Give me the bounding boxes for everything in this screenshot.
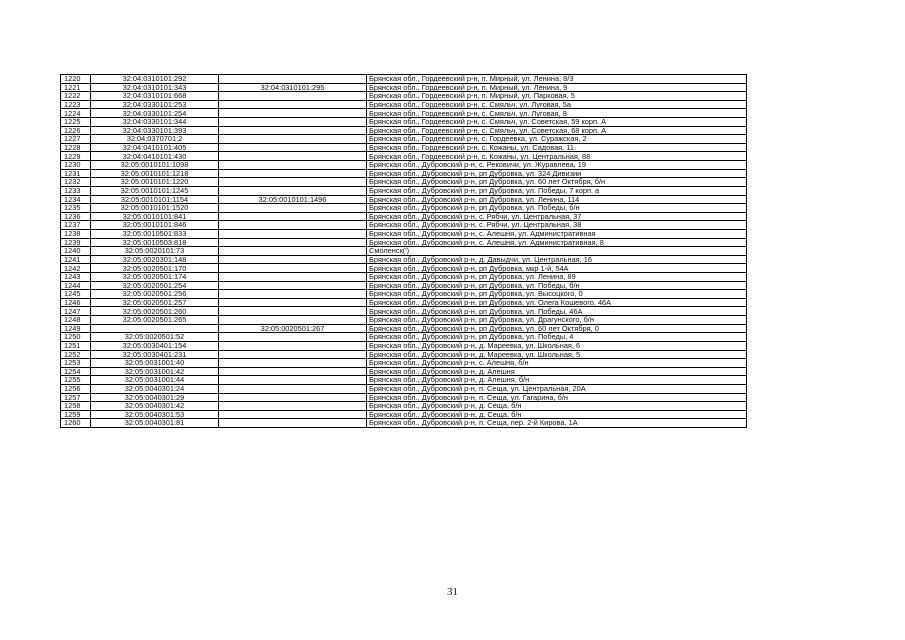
cadastral-number-cell: 32:05:0031001:40 xyxy=(91,359,219,368)
address-cell: Брянская обл., Гордеевский р-н, с. Гордеевка, ул. Суражская, 2 xyxy=(367,135,747,144)
address-cell: Брянская обл., Гордеевский р-н, с. Смяльч, ул. Советская, 68 корп. А xyxy=(367,126,747,135)
address-cell: Брянская обл., Гордеевский р-н, с. Смяльч, ул. Луговая, 8 xyxy=(367,109,747,118)
row-number-cell: 1256 xyxy=(61,384,91,393)
cadastral-number-cell: 32:05:0020501:170 xyxy=(91,264,219,273)
cadastral-number-cell: 32:05:0040301:29 xyxy=(91,393,219,402)
row-number-cell: 1237 xyxy=(61,221,91,230)
previous-cadastral-number-cell xyxy=(219,161,367,170)
cadastral-number-cell: 32:04:0410101:430 xyxy=(91,152,219,161)
table-row xyxy=(61,350,747,359)
row-number-cell: 1228 xyxy=(61,143,91,152)
table-row xyxy=(61,359,747,368)
table-row xyxy=(61,212,747,221)
row-number-cell: 1247 xyxy=(61,307,91,316)
previous-cadastral-number-cell xyxy=(219,109,367,118)
address-cell: Брянская обл., Дубровский р-н, д. Сеща, б/н xyxy=(367,410,747,419)
table-row xyxy=(61,92,747,101)
table-row xyxy=(61,161,747,170)
previous-cadastral-number-cell xyxy=(219,229,367,238)
address-cell: Брянская обл., Дубровский р-н, с. Алешня, ул. Административная xyxy=(367,229,747,238)
address-cell: Брянская обл., Дубровский р-н, рп Дубровка, ул. Победы, б/н xyxy=(367,204,747,213)
previous-cadastral-number-cell xyxy=(219,100,367,109)
table-row xyxy=(61,402,747,411)
table-row xyxy=(61,152,747,161)
table-row xyxy=(61,419,747,428)
row-number-cell: 1227 xyxy=(61,135,91,144)
previous-cadastral-number-cell xyxy=(219,410,367,419)
row-number-cell: 1246 xyxy=(61,298,91,307)
cadastral-number-cell: 32:05:0010101:1520 xyxy=(91,204,219,213)
previous-cadastral-number-cell xyxy=(219,247,367,256)
row-number-cell: 1248 xyxy=(61,316,91,325)
row-number-cell: 1245 xyxy=(61,290,91,299)
cadastral-number-cell: 32:04:0370701:2 xyxy=(91,135,219,144)
cadastral-number-cell: 32:05:0040301:53 xyxy=(91,410,219,419)
row-number-cell: 1222 xyxy=(61,92,91,101)
previous-cadastral-number-cell xyxy=(219,393,367,402)
row-number-cell: 1224 xyxy=(61,109,91,118)
address-cell: Брянская обл., Гордеевский р-н, с. Кожаны, ул. Садовая, 11 xyxy=(367,143,747,152)
row-number-cell: 1223 xyxy=(61,100,91,109)
row-number-cell: 1244 xyxy=(61,281,91,290)
cadastral-number-cell: 32:05:0010101:1220 xyxy=(91,178,219,187)
cadastral-number-cell: 32:05:0031001:42 xyxy=(91,367,219,376)
row-number-cell: 1258 xyxy=(61,402,91,411)
previous-cadastral-number-cell xyxy=(219,238,367,247)
table-row xyxy=(61,229,747,238)
previous-cadastral-number-cell xyxy=(219,143,367,152)
row-number-cell: 1236 xyxy=(61,212,91,221)
address-cell: Брянская обл., Дубровский р-н, рп Дубровка, ул. Победы, б/н xyxy=(367,281,747,290)
address-cell: Брянская обл., Дубровский р-н, д. Сеща, б/н xyxy=(367,402,747,411)
table-row xyxy=(61,307,747,316)
previous-cadastral-number-cell xyxy=(219,402,367,411)
table-row xyxy=(61,290,747,299)
page-number: 31 xyxy=(447,586,458,598)
cadastral-number-cell: 32:05:0010101:841 xyxy=(91,212,219,221)
previous-cadastral-number-cell xyxy=(219,307,367,316)
row-number-cell: 1226 xyxy=(61,126,91,135)
cadastral-number-cell xyxy=(91,324,219,333)
previous-cadastral-number-cell xyxy=(219,212,367,221)
row-number-cell: 1235 xyxy=(61,204,91,213)
previous-cadastral-number-cell xyxy=(219,126,367,135)
address-cell: Брянская обл., Дубровский р-н, д. Мареевка, ул. Школьная, 6 xyxy=(367,341,747,350)
table-row xyxy=(61,333,747,342)
cadastral-number-cell: 32:04:0310101:668 xyxy=(91,92,219,101)
row-number-cell: 1225 xyxy=(61,118,91,127)
cadastral-number-cell: 32:05:0030401:231 xyxy=(91,350,219,359)
row-number-cell: 1238 xyxy=(61,229,91,238)
table-row xyxy=(61,83,747,92)
previous-cadastral-number-cell xyxy=(219,316,367,325)
table-row xyxy=(61,126,747,135)
address-cell: Брянская обл., Дубровский р-н, д. Давыдчи, ул. Центральная, 16 xyxy=(367,255,747,264)
previous-cadastral-number-cell xyxy=(219,350,367,359)
table-row xyxy=(61,341,747,350)
address-cell: Брянская обл., Дубровский р-н, с. Алешня, ул. Административная, 8 xyxy=(367,238,747,247)
cadastral-number-cell: 32:05:0020501:174 xyxy=(91,273,219,282)
previous-cadastral-number-cell xyxy=(219,333,367,342)
previous-cadastral-number-cell xyxy=(219,178,367,187)
previous-cadastral-number-cell xyxy=(219,221,367,230)
cadastral-number-cell: 32:05:0020301:148 xyxy=(91,255,219,264)
previous-cadastral-number-cell xyxy=(219,273,367,282)
previous-cadastral-number-cell xyxy=(219,384,367,393)
row-number-cell: 1239 xyxy=(61,238,91,247)
address-cell: Брянская обл., Дубровский р-н, рп Дубровка, мкр 1-й, 54А xyxy=(367,264,747,273)
table-row xyxy=(61,367,747,376)
address-cell: Брянская обл., Дубровский р-н, д. Мареевка, ул. Школьная, 5 xyxy=(367,350,747,359)
table-row xyxy=(61,281,747,290)
previous-cadastral-number-cell xyxy=(219,186,367,195)
table-row xyxy=(61,324,747,333)
address-cell: Брянская обл., Гордеевский р-н, п. Мирный, ул. Ленина, 9 xyxy=(367,83,747,92)
cadastral-number-cell: 32:05:0020501:256 xyxy=(91,290,219,299)
address-cell: Брянская обл., Дубровский р-н, рп Дубровка, ул. 60 лет Октября, 0 xyxy=(367,324,747,333)
previous-cadastral-number-cell xyxy=(219,341,367,350)
table-row xyxy=(61,75,747,84)
cadastral-number-cell: 32:05:0020101:73 xyxy=(91,247,219,256)
cadastral-number-cell: 32:05:0030401:154 xyxy=(91,341,219,350)
previous-cadastral-number-cell: 32:05:0020501:267 xyxy=(219,324,367,333)
previous-cadastral-number-cell xyxy=(219,152,367,161)
row-number-cell: 1251 xyxy=(61,341,91,350)
row-number-cell: 1255 xyxy=(61,376,91,385)
row-number-cell: 1230 xyxy=(61,161,91,170)
table-row xyxy=(61,143,747,152)
row-number-cell: 1232 xyxy=(61,178,91,187)
table-row xyxy=(61,118,747,127)
cadastral-number-cell: 32:05:0010101:1098 xyxy=(91,161,219,170)
address-cell: Брянская обл., Дубровский р-н, с. Рековичи, ул. Журавлева, 19 xyxy=(367,161,747,170)
cadastral-number-cell: 32:04:0330101:254 xyxy=(91,109,219,118)
table-row xyxy=(61,298,747,307)
previous-cadastral-number-cell xyxy=(219,290,367,299)
cadastral-number-cell: 32:05:0020501:254 xyxy=(91,281,219,290)
cadastral-number-cell: 32:04:0310101:292 xyxy=(91,75,219,84)
property-table xyxy=(60,74,747,428)
address-cell: Брянская обл., Гордеевский р-н, с. Смяльч, ул. Советская, 59 корп. А xyxy=(367,118,747,127)
table-row xyxy=(61,376,747,385)
table-row xyxy=(61,204,747,213)
row-number-cell: 1240 xyxy=(61,247,91,256)
table-row xyxy=(61,195,747,204)
address-cell: Брянская обл., Дубровский р-н, рп Дубровка, ул. Драгунского, б/н xyxy=(367,316,747,325)
table-row xyxy=(61,221,747,230)
cadastral-number-cell: 32:04:0330101:393 xyxy=(91,126,219,135)
previous-cadastral-number-cell: 32:05:0010101:1496 xyxy=(219,195,367,204)
row-number-cell: 1249 xyxy=(61,324,91,333)
cadastral-number-cell: 32:04:0330101:344 xyxy=(91,118,219,127)
row-number-cell: 1250 xyxy=(61,333,91,342)
row-number-cell: 1241 xyxy=(61,255,91,264)
previous-cadastral-number-cell xyxy=(219,367,367,376)
row-number-cell: 1253 xyxy=(61,359,91,368)
cadastral-number-cell: 32:05:0020501:260 xyxy=(91,307,219,316)
previous-cadastral-number-cell xyxy=(219,264,367,273)
cadastral-number-cell: 32:05:0020501:265 xyxy=(91,316,219,325)
previous-cadastral-number-cell xyxy=(219,359,367,368)
table-row xyxy=(61,178,747,187)
address-cell: Брянская обл., Дубровский р-н, д. Алешня xyxy=(367,367,747,376)
address-cell: Брянская обл., Гордеевский р-н, п. Мирный, ул. Парковая, 5 xyxy=(367,92,747,101)
address-cell: Брянская обл., Дубровский р-н, рп Дубровка, ул. Победы, 46А xyxy=(367,307,747,316)
cadastral-number-cell: 32:04:0310101:343 xyxy=(91,83,219,92)
address-cell: Брянская обл., Дубровский р-н, с. Алешня, б/н xyxy=(367,359,747,368)
row-number-cell: 1243 xyxy=(61,273,91,282)
table-row xyxy=(61,384,747,393)
address-cell: Брянская обл., Дубровский р-н, п. Сеща, пер. 2-й Кирова, 1А xyxy=(367,419,747,428)
row-number-cell: 1254 xyxy=(61,367,91,376)
property-table-body xyxy=(61,75,747,428)
address-cell: Брянская обл., Гордеевский р-н, с. Кожаны, ул. Центральная, 88 xyxy=(367,152,747,161)
row-number-cell: 1233 xyxy=(61,186,91,195)
address-cell: Брянская обл., Дубровский р-н, рп Дубровка, ул. Победы, 4 xyxy=(367,333,747,342)
table-row xyxy=(61,238,747,247)
previous-cadastral-number-cell xyxy=(219,75,367,84)
row-number-cell: 1260 xyxy=(61,419,91,428)
table-row xyxy=(61,316,747,325)
address-cell: Брянская обл., Дубровский р-н, с. Рябчи, ул. Центральная, 38 xyxy=(367,221,747,230)
address-cell: Брянская обл., Дубровский р-н, рп Дубровка, ул. Ленина, 89 xyxy=(367,273,747,282)
previous-cadastral-number-cell xyxy=(219,298,367,307)
address-cell: Брянская обл., Дубровский р-н, рп Дубровка, ул. 324 Дивизии xyxy=(367,169,747,178)
row-number-cell: 1220 xyxy=(61,75,91,84)
cadastral-number-cell: 32:05:0031001:44 xyxy=(91,376,219,385)
address-cell: Брянская обл., Гордеевский р-н, п. Мирный, ул. Ленина, 8/3 xyxy=(367,75,747,84)
previous-cadastral-number-cell: 32:04:0310101:295 xyxy=(219,83,367,92)
previous-cadastral-number-cell xyxy=(219,204,367,213)
table-row xyxy=(61,109,747,118)
table-row xyxy=(61,100,747,109)
address-cell: Брянская обл., Дубровский р-н, рп Дубровка, ул. Высоцкого, 0 xyxy=(367,290,747,299)
table-row xyxy=(61,135,747,144)
previous-cadastral-number-cell xyxy=(219,419,367,428)
previous-cadastral-number-cell xyxy=(219,255,367,264)
address-cell: Брянская обл., Дубровский р-н, рп Дубровка, ул. 60 лет Октября, б/н xyxy=(367,178,747,187)
table-row xyxy=(61,393,747,402)
cadastral-number-cell: 32:05:0040301:42 xyxy=(91,402,219,411)
cadastral-number-cell: 32:05:0010503:818 xyxy=(91,238,219,247)
table-row xyxy=(61,264,747,273)
previous-cadastral-number-cell xyxy=(219,118,367,127)
table-row xyxy=(61,247,747,256)
cadastral-number-cell: 32:05:0010101:846 xyxy=(91,221,219,230)
address-cell: Брянская обл., Дубровский р-н, с. Рябчи, ул. Центральная, 37 xyxy=(367,212,747,221)
table-row xyxy=(61,255,747,264)
previous-cadastral-number-cell xyxy=(219,92,367,101)
address-cell: Брянская обл., Дубровский р-н, рп Дубровка, ул. Ленина, 114 xyxy=(367,195,747,204)
cadastral-number-cell: 32:05:0010101:1245 xyxy=(91,186,219,195)
row-number-cell: 1234 xyxy=(61,195,91,204)
row-number-cell: 1242 xyxy=(61,264,91,273)
address-cell: Брянская обл., Дубровский р-н, рп Дубровка, ул. Победы, 7 корп. а xyxy=(367,186,747,195)
table-row xyxy=(61,169,747,178)
cadastral-number-cell: 32:05:0010101:1218 xyxy=(91,169,219,178)
cadastral-number-cell: 32:04:0330101:253 xyxy=(91,100,219,109)
row-number-cell: 1252 xyxy=(61,350,91,359)
previous-cadastral-number-cell xyxy=(219,376,367,385)
previous-cadastral-number-cell xyxy=(219,169,367,178)
row-number-cell: 1221 xyxy=(61,83,91,92)
address-cell: Смоленск(') xyxy=(367,247,747,256)
address-cell: Брянская обл., Дубровский р-н, п. Сеща, ул. Центральная, 20А xyxy=(367,384,747,393)
address-cell: Брянская обл., Дубровский р-н, д. Алешня, б/н xyxy=(367,376,747,385)
row-number-cell: 1229 xyxy=(61,152,91,161)
cadastral-number-cell: 32:05:0040301:24 xyxy=(91,384,219,393)
cadastral-number-cell: 32:05:0010101:1154 xyxy=(91,195,219,204)
table-row xyxy=(61,410,747,419)
row-number-cell: 1257 xyxy=(61,393,91,402)
table-row xyxy=(61,186,747,195)
row-number-cell: 1231 xyxy=(61,169,91,178)
cadastral-number-cell: 32:05:0020501:257 xyxy=(91,298,219,307)
cadastral-number-cell: 32:05:0010501:833 xyxy=(91,229,219,238)
cadastral-number-cell: 32:05:0040301:81 xyxy=(91,419,219,428)
table-row xyxy=(61,273,747,282)
row-number-cell: 1259 xyxy=(61,410,91,419)
previous-cadastral-number-cell xyxy=(219,135,367,144)
address-cell: Брянская обл., Дубровский р-н, рп Дубровка, ул. Олега Кошевого, 46А xyxy=(367,298,747,307)
address-cell: Брянская обл., Дубровский р-н, п. Сеща, ул. Гагарина, б/н xyxy=(367,393,747,402)
cadastral-number-cell: 32:05:0020501:52 xyxy=(91,333,219,342)
address-cell: Брянская обл., Гордеевский р-н, с. Смяльч, ул. Луговая, 5а xyxy=(367,100,747,109)
previous-cadastral-number-cell xyxy=(219,281,367,290)
cadastral-number-cell: 32:04:0410101:405 xyxy=(91,143,219,152)
